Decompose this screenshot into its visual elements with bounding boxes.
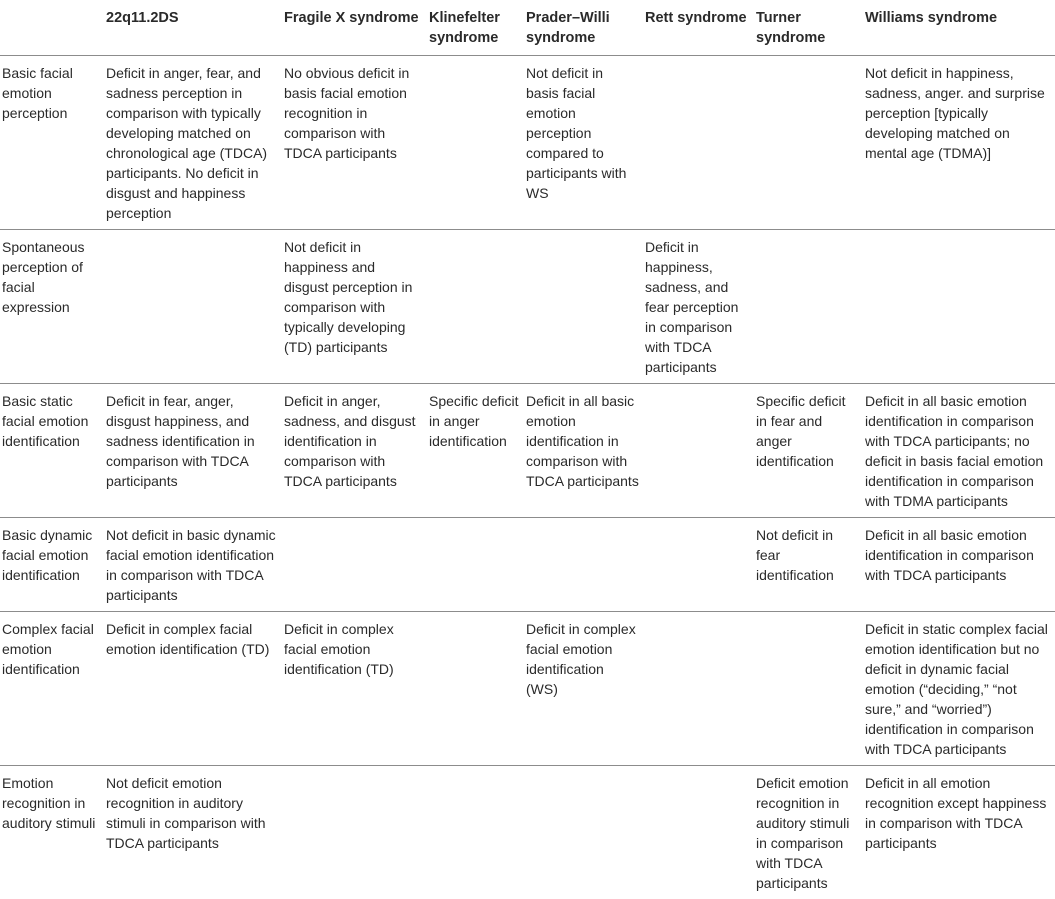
header-cell-williams: Williams syndrome bbox=[862, 0, 1055, 56]
table-cell: Deficit in complex facial emotion identification (TD) bbox=[281, 612, 426, 766]
table-cell bbox=[426, 56, 523, 230]
table-cell bbox=[753, 56, 862, 230]
header-cell-22q11: 22q11.2DS bbox=[103, 0, 281, 56]
table-cell bbox=[281, 766, 426, 899]
table-cell: Specific deficit in anger identification bbox=[426, 384, 523, 518]
row-label: Spontaneous perception of facial expression bbox=[0, 230, 103, 384]
table-row bbox=[0, 612, 1055, 766]
table-cell bbox=[523, 766, 642, 899]
table-cell bbox=[426, 230, 523, 384]
header-cell-empty bbox=[0, 0, 103, 56]
table-cell bbox=[103, 230, 281, 384]
table-cell bbox=[642, 766, 753, 899]
table-cell bbox=[642, 518, 753, 612]
table-cell: Deficit emotion recognition in auditory stimuli in comparison with TDCA participants bbox=[753, 766, 862, 899]
table-cell: Not deficit in basic dynamic facial emotion identification in comparison with TDCA participants bbox=[103, 518, 281, 612]
row-label: Basic static facial emotion identification bbox=[0, 384, 103, 518]
table-cell: Deficit in all basic emotion identification in comparison with TDCA participants bbox=[862, 518, 1055, 612]
header-cell-prader-willi: Prader–Willi syndrome bbox=[523, 0, 642, 56]
table-cell bbox=[523, 230, 642, 384]
table-row bbox=[0, 766, 1055, 899]
table-cell: Deficit in static complex facial emotion identification but no deficit in dynamic facial emotion (“deciding,” “not sure,” and “worried”) identification in comparison with TDCA participants bbox=[862, 612, 1055, 766]
table-row bbox=[0, 384, 1055, 518]
table-cell: Deficit in all basic emotion identification in comparison with TDCA participants; no deficit in basis facial emotion identification in comparison with TDMA participants bbox=[862, 384, 1055, 518]
table-cell bbox=[426, 518, 523, 612]
table-cell bbox=[642, 612, 753, 766]
table-cell bbox=[426, 612, 523, 766]
table-cell: Deficit in anger, fear, and sadness perception in comparison with typically developing matched on chronological age (TDCA) participants. No deficit in disgust and happiness perception bbox=[103, 56, 281, 230]
table-header bbox=[0, 0, 1055, 56]
header-cell-turner: Turner syndrome bbox=[753, 0, 862, 56]
row-label: Basic dynamic facial emotion identification bbox=[0, 518, 103, 612]
table-cell bbox=[523, 518, 642, 612]
table-cell: Deficit in happiness, sadness, and fear perception in comparison with TDCA participants bbox=[642, 230, 753, 384]
table-cell bbox=[642, 384, 753, 518]
table-cell: Not deficit emotion recognition in auditory stimuli in comparison with TDCA participants bbox=[103, 766, 281, 899]
table-row bbox=[0, 230, 1055, 384]
table-cell: Not deficit in happiness and disgust perception in comparison with typically developing (TD) participants bbox=[281, 230, 426, 384]
table-row bbox=[0, 518, 1055, 612]
row-label: Emotion recognition in auditory stimuli bbox=[0, 766, 103, 899]
table-cell: Deficit in fear, anger, disgust happiness, and sadness identification in comparison with TDCA participants bbox=[103, 384, 281, 518]
header-row bbox=[0, 0, 1055, 56]
header-cell-fragile-x: Fragile X syndrome bbox=[281, 0, 426, 56]
table-cell: Deficit in all basic emotion identification in comparison with TDCA participants bbox=[523, 384, 642, 518]
table-cell bbox=[642, 56, 753, 230]
row-label: Complex facial emotion identification bbox=[0, 612, 103, 766]
table-cell: Deficit in complex facial emotion identification (WS) bbox=[523, 612, 642, 766]
table-cell bbox=[753, 612, 862, 766]
table-row bbox=[0, 56, 1055, 230]
table-cell: Deficit in anger, sadness, and disgust identification in comparison with TDCA participants bbox=[281, 384, 426, 518]
table-cell bbox=[426, 766, 523, 899]
table-cell bbox=[753, 230, 862, 384]
table-body bbox=[0, 56, 1055, 899]
table-cell: Not deficit in fear identification bbox=[753, 518, 862, 612]
table-cell: Deficit in complex facial emotion identification (TD) bbox=[103, 612, 281, 766]
table-cell: No obvious deficit in basis facial emotion recognition in comparison with TDCA participants bbox=[281, 56, 426, 230]
table-cell bbox=[281, 518, 426, 612]
table-cell: Not deficit in basis facial emotion perception compared to participants with WS bbox=[523, 56, 642, 230]
header-cell-klinefelter: Klinefelter syndrome bbox=[426, 0, 523, 56]
table-cell: Specific deficit in fear and anger identification bbox=[753, 384, 862, 518]
table-cell bbox=[862, 230, 1055, 384]
row-label: Basic facial emotion perception bbox=[0, 56, 103, 230]
header-cell-rett: Rett syndrome bbox=[642, 0, 753, 56]
table-cell: Not deficit in happiness, sadness, anger. and surprise perception [typically developing matched on mental age (TDMA)] bbox=[862, 56, 1055, 230]
table-cell: Deficit in all emotion recognition except happiness in comparison with TDCA participants bbox=[862, 766, 1055, 899]
